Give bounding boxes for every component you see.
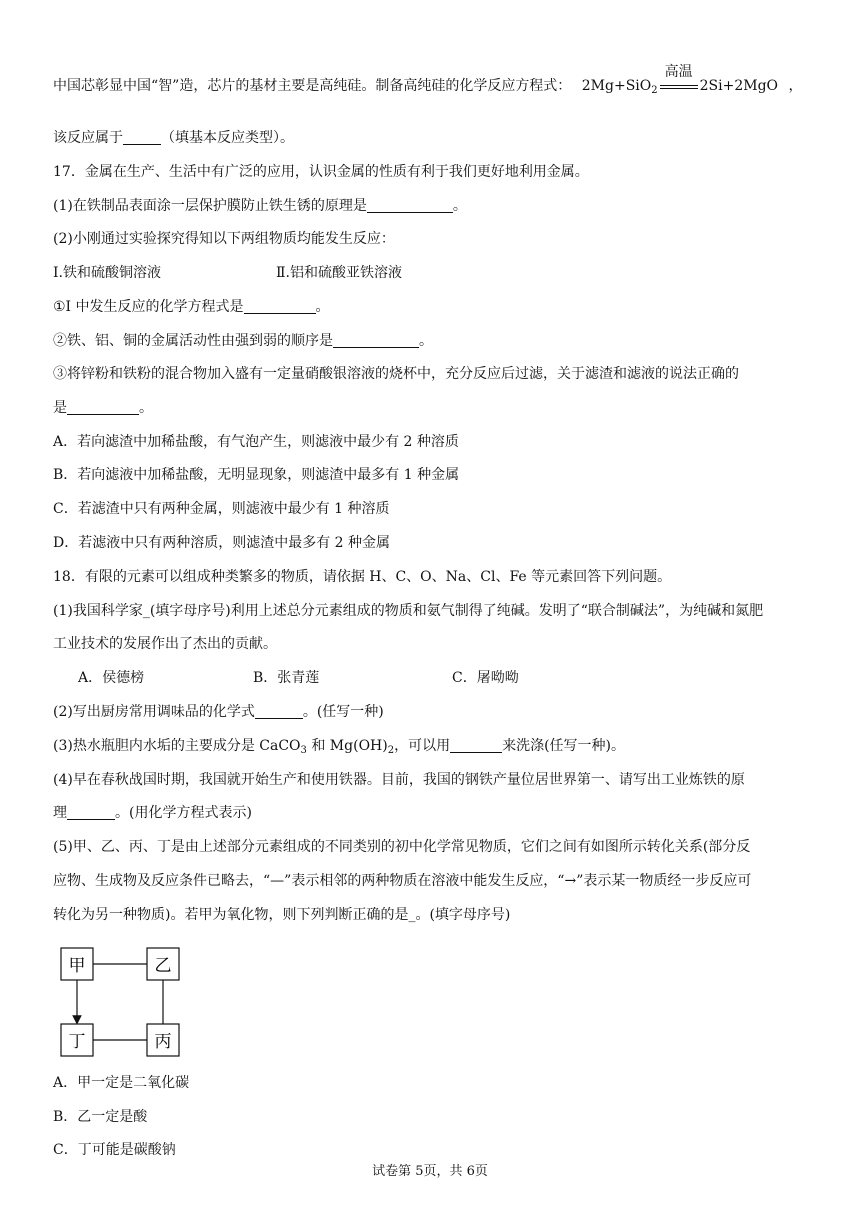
equation-condition: 高温 (664, 64, 693, 80)
q17-option-c: C．若滤渣中只有两种金属，则滤液中最少有 1 种溶质 (53, 501, 390, 517)
answer-blank[interactable] (67, 805, 115, 820)
q18-part-5-cont-2: 转化为另一种物质)。若甲为氧化物，则下列判断正确的是_。(填字母序号) (53, 907, 511, 923)
label-yi: 乙 (154, 956, 172, 976)
q18-part-3: (3)热水瓶胆内水垢的主要成分是 CaCO$_3$ 和 $Mg(OH)_2$，可以用 来洗涤(任写一种)。 (53, 738, 626, 756)
intro-text: 中国芯彰显中国“智”造，芯片的基材主要是高纯硅。制备高纯硅的化学反应方程式： (53, 78, 572, 94)
answer-blank[interactable] (367, 198, 453, 213)
answer-blank[interactable] (255, 704, 303, 719)
q18-1-option-a: A．侯德榜 (78, 670, 145, 686)
q17-sub-3-cont: 是 。 (53, 400, 153, 416)
q18-1-option-c: C．屠呦呦 (452, 670, 519, 686)
conversion-diagram (55, 940, 185, 1060)
q18-part-1-cont: 工业技术的发展作出了杰出的贡献。 (53, 636, 277, 652)
label-ding: 丁 (68, 1032, 86, 1052)
q18-part-4-cont: 理 。(用化学方程式表示) (53, 805, 252, 821)
intro-line-2: 该反应属于 （填基本反应类型）。 (53, 130, 294, 146)
q18-1-option-b: B．张青莲 (253, 670, 320, 686)
q17-sub-3: ③将锌粉和铁粉的混合物加入盛有一定量硝酸银溶液的烧杯中，充分反应后过滤，关于滤渣和滤液的说法正确的 (53, 366, 739, 382)
q18-part-1: (1)我国科学家_(填字母序号)利用上述总分元素组成的物质和氨气制得了纯碱。发明了“联合制碱法”，为纯碱和氮肥 (53, 603, 764, 619)
label-bing: 丙 (154, 1032, 172, 1052)
answer-blank[interactable] (123, 130, 161, 145)
q18-5-option-c: C．丁可能是碳酸钠 (53, 1142, 176, 1158)
equation-arrow (660, 64, 698, 96)
intro-line-1: 中国芯彰显中国“智”造，芯片的基材主要是高纯硅。制备高纯硅的化学反应方程式： 2Mg+SiO$_2$ 高温 2Si+2MgO ， (53, 64, 803, 96)
q18-5-option-a: A．甲一定是二氧化碳 (53, 1075, 190, 1091)
q17-part-2-I: I.铁和硫酸铜溶液 (53, 265, 161, 281)
q17-part-2-II: Ⅱ.铝和硫酸亚铁溶液 (276, 265, 402, 281)
answer-blank[interactable] (244, 299, 316, 314)
answer-blank[interactable] (67, 400, 139, 415)
equation-right: 2Si+2MgO (699, 78, 779, 94)
answer-blank[interactable] (333, 333, 419, 348)
q17-sub-2: ②铁、铝、铜的金属活动性由强到弱的顺序是 。 (53, 333, 433, 349)
answer-blank[interactable] (450, 738, 502, 753)
q18-5-option-b: B．乙一定是酸 (53, 1109, 148, 1125)
question-17: 17．金属在生产、生活中有广泛的应用，认识金属的性质有利于我们更好地利用金属。 (53, 164, 589, 180)
q17-part-1: (1)在铁制品表面涂一层保护膜防止铁生锈的原理是 。 (53, 198, 467, 214)
q17-option-a: A．若向滤渣中加稀盐酸，有气泡产生，则滤液中最少有 2 种溶质 (53, 434, 459, 450)
question-18: 18．有限的元素可以组成种类繁多的物质，请依据 H、C、O、Na、Cl、Fe 等元素回答下列问题。 (53, 569, 672, 585)
q18-part-5-cont-1: 应物、生成物及反应条件已略去，“—”表示相邻的两种物质在溶液中能发生反应，“→”表示某一物质经一步反应可 (53, 873, 752, 889)
q18-part-2: (2)写出厨房常用调味品的化学式 。(任写一种) (53, 704, 384, 720)
q17-option-d: D．若滤液中只有两种溶质，则滤渣中最多有 2 种金属 (53, 535, 391, 551)
equation-left: 2Mg+SiO$_2$ (581, 78, 658, 96)
page-footer: 试卷第 5页，共 6页 (372, 1164, 488, 1179)
q18-part-5: (5)甲、乙、丙、丁是由上述部分元素组成的不同类别的初中化学常见物质，它们之间有如图所示转化关系(部分反 (53, 839, 751, 855)
q17-option-b: B．若向滤液中加稀盐酸，无明显现象，则滤渣中最多有 1 种金属 (53, 467, 460, 483)
q17-sub-1: ①I 中发生反应的化学方程式是 。 (53, 299, 330, 315)
q17-part-2: (2)小刚通过实验探究得知以下两组物质均能发生反应： (53, 231, 395, 247)
q18-part-4: (4)早在春秋战国时期，我国就开始生产和使用铁器。目前，我国的钢铁产量位居世界第一、请写出工业炼铁的原 (53, 772, 745, 788)
label-jia: 甲 (68, 956, 86, 976)
